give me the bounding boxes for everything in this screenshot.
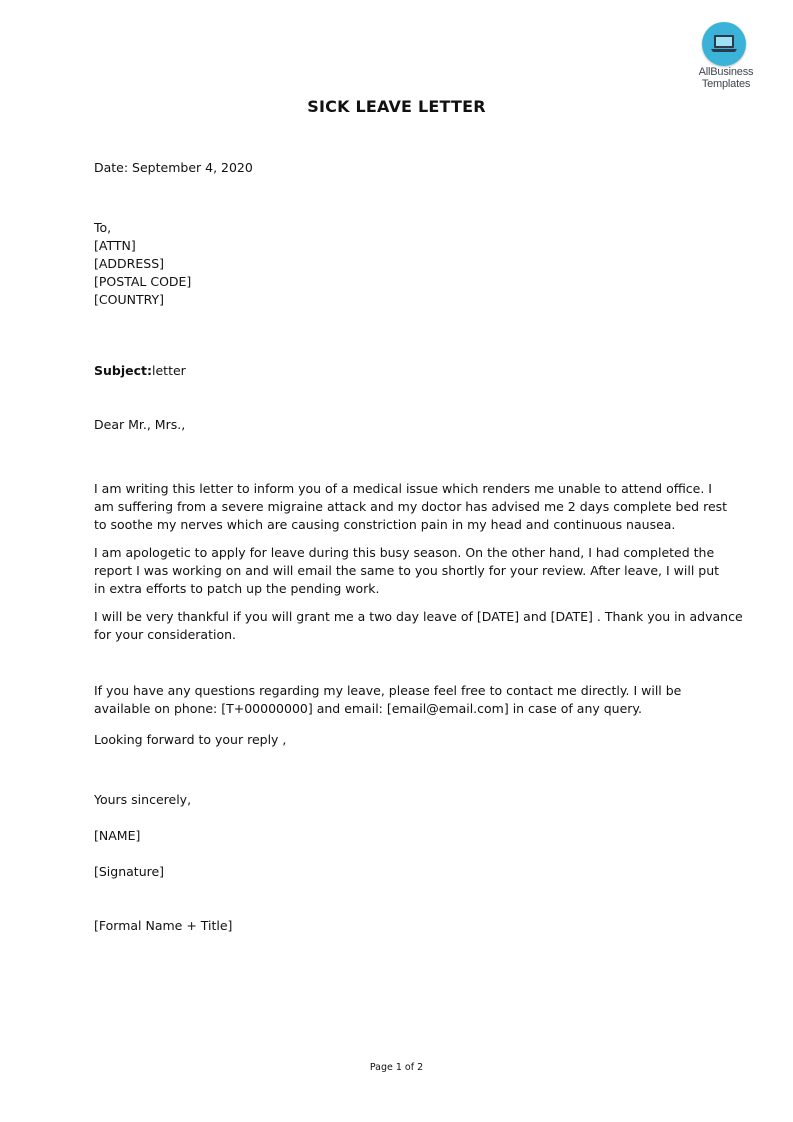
paragraph-4 — [94, 682, 704, 718]
logo-line2: Templates — [701, 78, 751, 90]
laptop-icon — [702, 22, 746, 66]
paragraph-line: If you have any questions regarding my leave, please feel free to contact me directly. I will be — [94, 683, 682, 698]
salutation: Dear Mr., Mrs., — [94, 417, 186, 432]
logo-line1: AllBusiness — [698, 66, 754, 78]
recipient-address: [ADDRESS] — [94, 256, 165, 271]
recipient-to: To, — [94, 220, 112, 235]
recipient-country: [COUNTRY] — [94, 292, 164, 307]
paragraph-line: I will be very thankful if you will grant me a two day leave of [DATE] and [DATE] . Thank you in advance — [94, 609, 743, 624]
paragraph-line: in extra efforts to patch up the pending work. — [94, 581, 380, 596]
name-placeholder: [NAME] — [94, 828, 141, 843]
recipient-postal-code: [POSTAL CODE] — [94, 274, 192, 289]
sign-off: Yours sincerely, — [94, 792, 192, 807]
paragraph-line: available on phone: [T+00000000] and email: [email@email.com] in case of any query. — [94, 701, 643, 716]
page-title: SICK LEAVE LETTER — [307, 97, 486, 116]
paragraph-line: to soothe my nerves which are causing constriction pain in my head and continuous nausea. — [94, 517, 676, 532]
paragraph-line: for your consideration. — [94, 627, 237, 642]
paragraph-3 — [94, 608, 743, 644]
paragraph-2 — [94, 544, 720, 598]
paragraph-line: I am apologetic to apply for leave during this busy season. On the other hand, I had completed the — [94, 545, 715, 560]
date-line: Date: September 4, 2020 — [94, 160, 253, 175]
closing-line: Looking forward to your reply , — [94, 732, 287, 747]
paragraph-line: report I was working on and will email the same to you shortly for your review. After leave, I will put — [94, 563, 720, 578]
page-number: Page 1 of 2 — [369, 1062, 424, 1073]
recipient-attn: [ATTN] — [94, 238, 136, 253]
paragraph-line: I am writing this letter to inform you of a medical issue which renders me unable to attend office. I — [94, 481, 712, 496]
allbusiness-templates-logo — [692, 22, 764, 96]
paragraph-1 — [94, 480, 728, 534]
paragraph-line: am suffering from a severe migraine attack and my doctor has advised me 2 days complete bed rest — [94, 499, 728, 514]
signature-placeholder: [Signature] — [94, 864, 165, 879]
logo-wordmark — [692, 66, 760, 90]
subject-label: Subject: — [94, 363, 152, 378]
formal-name-title: [Formal Name + Title] — [94, 918, 233, 933]
subject-line — [94, 362, 186, 380]
subject-value: letter — [152, 363, 186, 378]
